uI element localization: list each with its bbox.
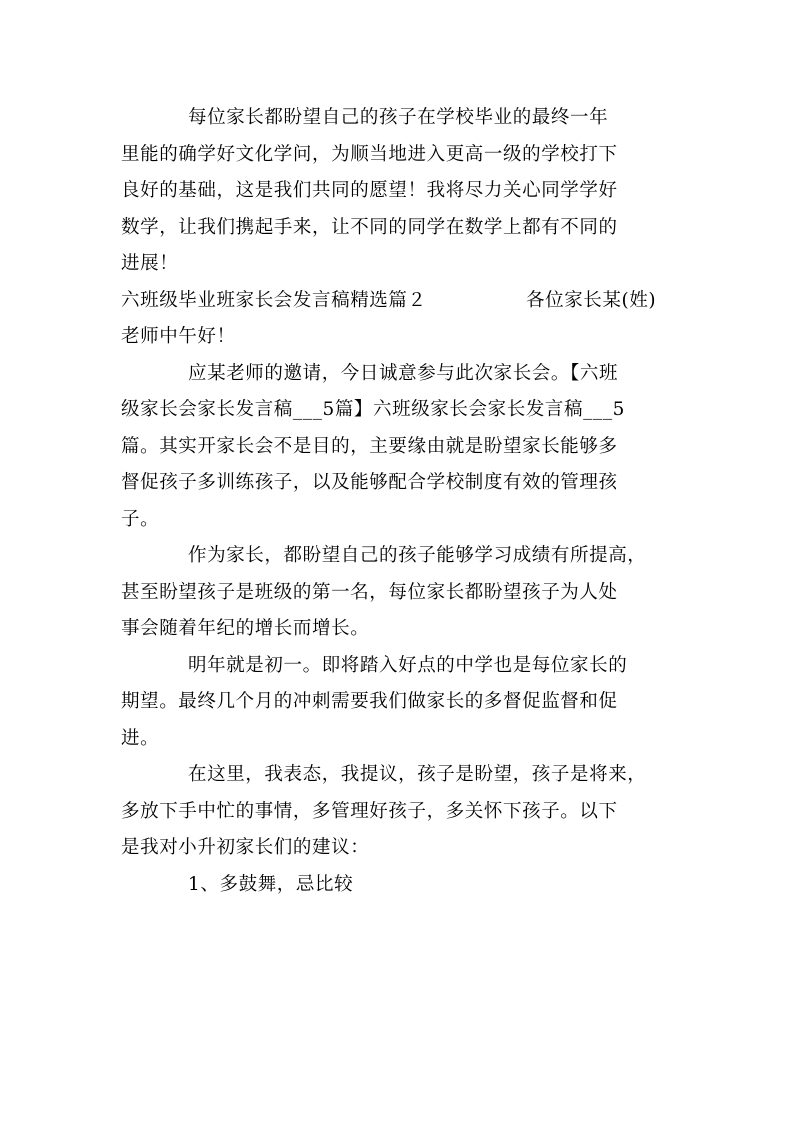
list-item-1: 1、多鼓舞，忌比较 [188, 873, 354, 895]
paragraph-3-line-1: 应某老师的邀请，今日诚意参与此次家长会。【六班 [188, 362, 619, 384]
paragraph-5-line-3: 进。 [121, 727, 160, 749]
paragraph-5-line-2: 期望。最终几个月的冲刺需要我们做家长的多督促监督和促 [121, 691, 618, 712]
document-body [121, 100, 681, 903]
salutation-end: 老师中午好！ [121, 326, 236, 347]
paragraph-6-line-2: 多放下手中忙的事情，多管理好孩子，多关怀下孩子。以下 [121, 800, 618, 822]
paragraph-4-line-3: 事会随着年纪的增长而增长。 [121, 618, 370, 639]
paragraph-1-line-4: 数学，让我们携起手来，让不同的同学在数学上都有不同的 [121, 216, 618, 238]
paragraph-5-line-1: 明年就是初一。即将踏入好点的中学也是每位家长的 [188, 654, 628, 676]
paragraph-1-line-3: 良好的基础，这是我们共同的愿望！我将尽力关心同学学好 [121, 180, 618, 201]
paragraph-3-line-3: 篇。其实开家长会不是目的，主要缘由就是盼望家长能够多 [121, 435, 618, 457]
paragraph-1-line-2: 里能的确学好文化学问，为顺当地进入更高一级的学校打下 [121, 143, 618, 165]
paragraph-1-line-5: 进展！ [121, 253, 179, 274]
section-heading-line [121, 283, 681, 320]
paragraph-3-line-4: 督促孩子多训练孩子，以及能够配合学校制度有效的管理孩 [121, 472, 618, 493]
paragraph-3-line-5: 子。 [121, 508, 160, 530]
section-heading: 六班级毕业班家长会发言稿精选篇２ [121, 289, 427, 311]
paragraph-4-line-2: 甚至盼望孩子是班级的第一名，每位家长都盼望孩子为人处 [121, 581, 618, 603]
salutation-start: 各位家长某(姓) [526, 289, 657, 311]
paragraph-1-line-1: 每位家长都盼望自己的孩子在学校毕业的最终一年 [188, 107, 609, 128]
paragraph-6-line-3: 是我对小升初家长们的建议： [121, 837, 370, 858]
paragraph-4-line-1: 作为家长，都盼望自己的孩子能够学习成绩有所提高， [188, 545, 647, 566]
paragraph-6-line-1: 在这里，我表态，我提议，孩子是盼望，孩子是将来， [188, 764, 647, 785]
paragraph-3-line-2: 级家长会家长发言稿___5篇】六班级家长会家长发言稿___5 [121, 399, 626, 420]
